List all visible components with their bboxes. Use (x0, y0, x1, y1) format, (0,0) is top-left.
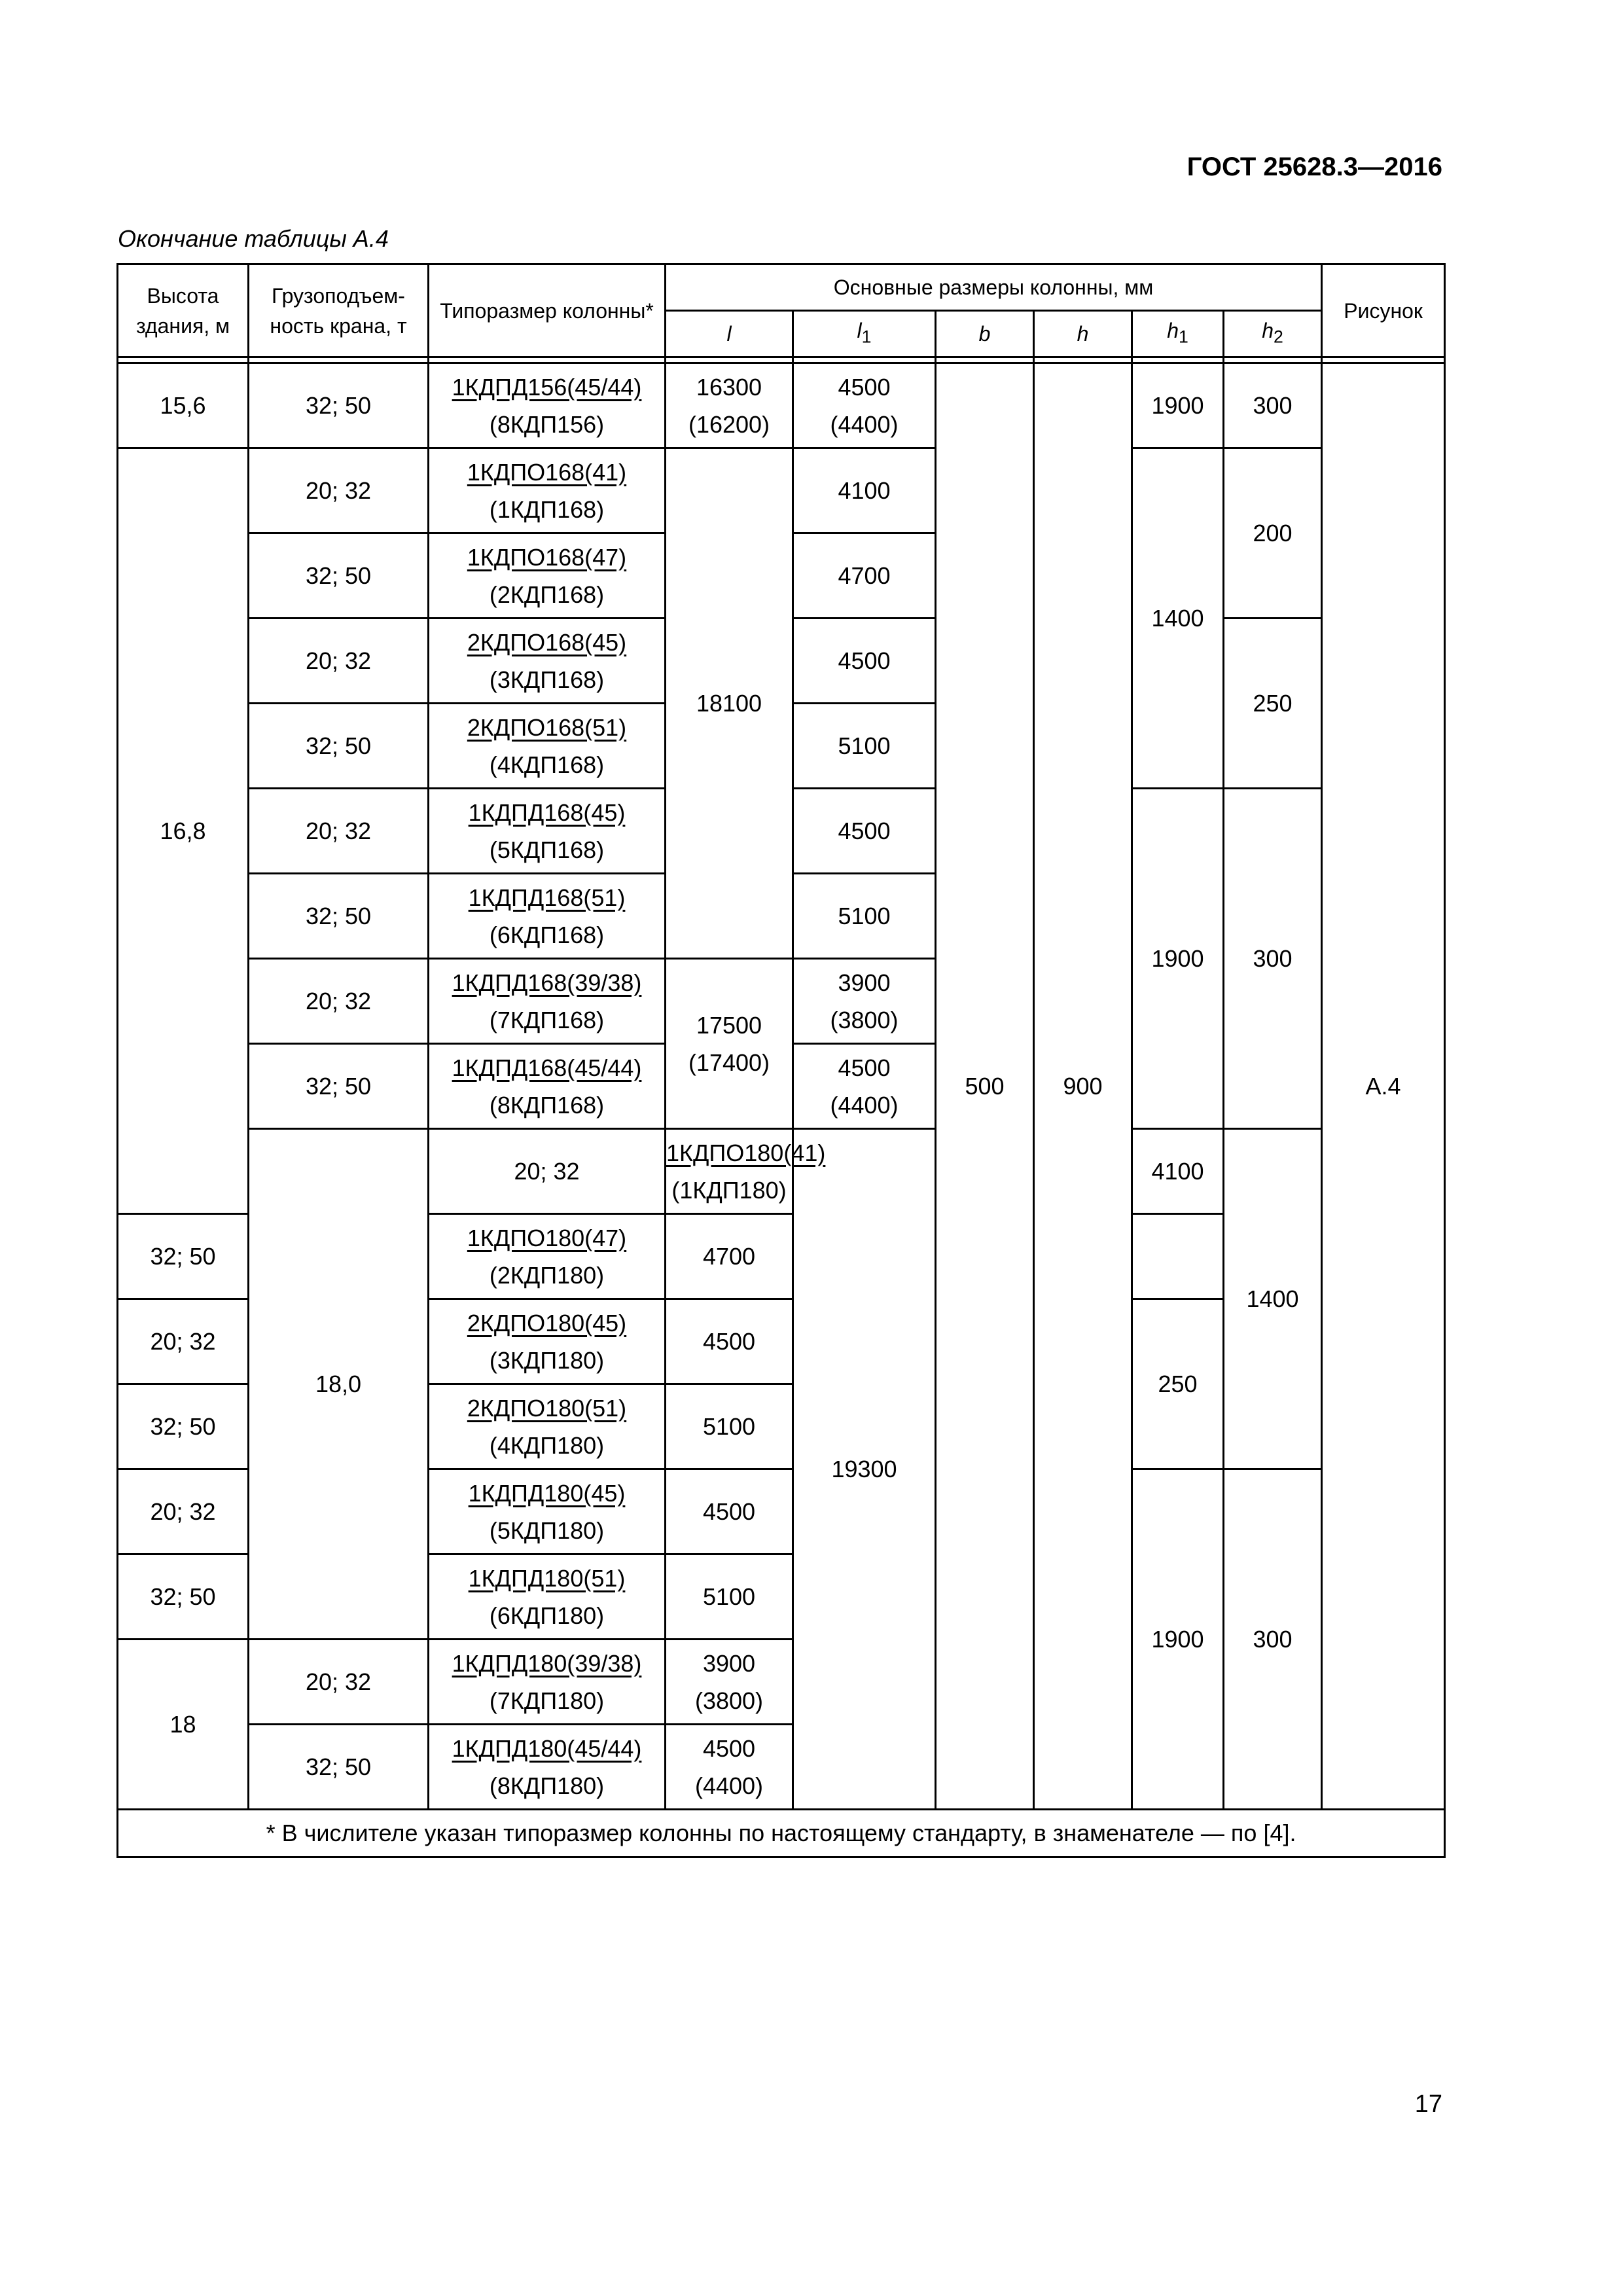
column-type-cell (429, 1044, 666, 1129)
l1-value-alt: (4400) (830, 410, 899, 438)
l-value: 18100 (696, 690, 762, 717)
l1-cell (793, 874, 936, 959)
crane-capacity-cell: 20; 32 (118, 1469, 249, 1554)
column-type-denominator: (6КДП180) (489, 1602, 605, 1629)
column-type-cell (429, 1554, 666, 1640)
l1-value: 5100 (702, 1583, 756, 1610)
table-caption: Окончание таблицы А.4 (118, 225, 389, 252)
column-type-cell (429, 704, 666, 789)
l-value: 19300 (831, 1456, 897, 1482)
column-type-cell (429, 448, 666, 533)
l1-cell (793, 619, 936, 704)
column-type-cell (429, 1214, 666, 1299)
l1-cell (793, 959, 936, 1044)
column-type-numerator: 1КДПД168(45) (468, 798, 626, 826)
header-h1-base: h (1167, 318, 1179, 342)
column-type-denominator: (5КДП180) (489, 1516, 605, 1544)
l1-value-alt: (4400) (694, 1772, 764, 1799)
crane-capacity-cell: 32; 50 (118, 1554, 249, 1640)
header-h: h (1034, 311, 1132, 357)
header-h2-subscript: 2 (1274, 327, 1283, 347)
crane-capacity-cell: 20; 32 (249, 448, 429, 533)
column-type-numerator: 1КДПО180(41) (666, 1139, 826, 1166)
column-type-denominator: (3КДП168) (489, 666, 605, 693)
h2-cell: 250 (1132, 1299, 1224, 1469)
column-type-denominator: (8КДП180) (489, 1772, 605, 1799)
column-type-denominator: (4КДП180) (489, 1431, 605, 1459)
l-value: 17500 (696, 1011, 762, 1039)
l1-cell (793, 1044, 936, 1129)
column-type-numerator: 1КДПД168(45/44) (452, 1054, 642, 1081)
l1-cell (666, 1640, 793, 1725)
l1-cell (793, 704, 936, 789)
l1-value: 4100 (838, 477, 891, 504)
column-type-numerator: 2КДПО180(51) (467, 1394, 627, 1422)
column-type-numerator: 1КДПО168(47) (467, 543, 627, 571)
header-l1-base: l (857, 318, 862, 342)
l1-cell (666, 1384, 793, 1469)
header-separator-cell (1034, 357, 1132, 363)
column-type-numerator: 2КДПО168(45) (467, 628, 627, 656)
crane-capacity-cell: 32; 50 (118, 1214, 249, 1299)
l-cell (793, 1129, 936, 1810)
l1-value: 4500 (702, 1498, 756, 1525)
column-type-cell (429, 789, 666, 874)
column-type-numerator: 1КДПО180(47) (467, 1224, 627, 1251)
header-column-type: Типоразмер колонны* (429, 264, 666, 357)
crane-capacity-cell: 32; 50 (118, 1384, 249, 1469)
column-type-numerator: 2КДПО180(45) (467, 1309, 627, 1336)
h1-cell: 1900 (1132, 1469, 1224, 1810)
column-type-denominator: (1КДП180) (671, 1176, 787, 1204)
crane-capacity-cell: 20; 32 (429, 1129, 666, 1214)
l1-value: 4700 (838, 562, 891, 589)
column-type-denominator: (3КДП180) (489, 1346, 605, 1374)
page-number: 17 (1414, 2090, 1442, 2118)
b-cell: 500 (936, 363, 1034, 1810)
l1-value: 3900 (838, 969, 891, 996)
header-h2 (1224, 311, 1322, 357)
column-type-cell (429, 1725, 666, 1810)
l1-value: 4500 (838, 647, 891, 674)
column-type-numerator: 1КДПД156(45/44) (452, 373, 642, 401)
header-separator-cell (666, 357, 793, 363)
column-type-numerator: 1КДПД180(51) (468, 1564, 626, 1592)
column-type-numerator: 1КДПД180(45/44) (452, 1734, 642, 1762)
l1-cell (1132, 1129, 1224, 1214)
column-type-denominator: (2КДП180) (489, 1261, 605, 1289)
column-type-numerator: 2КДПО168(51) (467, 713, 627, 741)
column-type-numerator: 1КДПО168(41) (467, 458, 627, 486)
column-type-denominator: (6КДП168) (489, 921, 605, 948)
dimensions-table (116, 263, 1446, 1858)
l1-value-alt: (3800) (694, 1687, 764, 1714)
h-cell: 900 (1034, 363, 1132, 1810)
l1-value: 4500 (838, 1054, 891, 1081)
l1-cell (666, 1725, 793, 1810)
l1-value: 4500 (702, 1328, 756, 1355)
crane-capacity-cell: 20; 32 (118, 1299, 249, 1384)
crane-capacity-cell: 20; 32 (249, 959, 429, 1044)
building-height-cell: 16,8 (118, 448, 249, 1214)
column-type-denominator: (7КДП168) (489, 1006, 605, 1033)
column-type-cell (429, 874, 666, 959)
column-type-denominator: (4КДП168) (489, 751, 605, 778)
crane-capacity-cell: 32; 50 (249, 1725, 429, 1810)
l1-cell (666, 1554, 793, 1640)
column-type-cell (429, 1469, 666, 1554)
header-h1-subscript: 1 (1178, 327, 1188, 347)
l1-value: 4700 (702, 1243, 756, 1270)
header-building-height: Высота здания, м (118, 264, 249, 357)
header-b: b (936, 311, 1034, 357)
l1-cell (793, 448, 936, 533)
header-separator-cell (936, 357, 1034, 363)
h2-cell: 300 (1224, 1469, 1322, 1810)
l1-cell (793, 789, 936, 874)
header-separator-cell (118, 357, 249, 363)
building-height-cell: 18 (118, 1640, 249, 1810)
h1-cell: 1900 (1132, 363, 1224, 448)
l1-value: 3900 (702, 1649, 756, 1677)
header-separator-cell (1224, 357, 1322, 363)
table-footnote: * В числителе указан типоразмер колонны по настоящему стандарту, в знаменателе — по [4]. (118, 1810, 1445, 1857)
header-l1 (793, 311, 936, 357)
l1-cell (793, 533, 936, 619)
building-height-cell: 18,0 (249, 1129, 429, 1640)
column-type-denominator: (8КДП156) (489, 410, 605, 438)
building-height-cell: 15,6 (118, 363, 249, 448)
l1-value-alt: (3800) (830, 1006, 899, 1033)
header-separator-cell (1132, 357, 1224, 363)
crane-capacity-cell: 32; 50 (249, 874, 429, 959)
header-main-dimensions: Основные размеры колонны, мм (666, 264, 1322, 311)
header-l: l (666, 311, 793, 357)
column-type-cell (429, 619, 666, 704)
l1-value: 4500 (838, 373, 891, 401)
column-type-cell (429, 1299, 666, 1384)
column-type-numerator: 1КДПД180(45) (468, 1479, 626, 1507)
l1-value: 5100 (838, 732, 891, 759)
header-separator-cell (249, 357, 429, 363)
header-separator-cell (793, 357, 936, 363)
column-type-denominator: (8КДП168) (489, 1091, 605, 1119)
column-type-numerator: 1КДПД168(51) (468, 884, 626, 911)
table-row (118, 1129, 1445, 1214)
h2-cell: 300 (1224, 789, 1322, 1129)
table-row (118, 363, 1445, 448)
column-type-denominator: (5КДП168) (489, 836, 605, 863)
l1-value: 5100 (702, 1413, 756, 1440)
l1-value: 4500 (838, 817, 891, 844)
header-h1 (1132, 311, 1224, 357)
column-type-denominator: (1КДП168) (489, 495, 605, 523)
h2-cell: 200 (1224, 448, 1322, 619)
h1-cell: 1400 (1224, 1129, 1322, 1469)
header-separator-cell (429, 357, 666, 363)
crane-capacity-cell: 32; 50 (249, 704, 429, 789)
table-row (118, 448, 1445, 533)
crane-capacity-cell: 32; 50 (249, 363, 429, 448)
column-type-cell (429, 533, 666, 619)
column-type-cell (429, 363, 666, 448)
crane-capacity-cell: 20; 32 (249, 1640, 429, 1725)
crane-capacity-cell: 20; 32 (249, 789, 429, 874)
l-cell (666, 448, 793, 959)
l-value-alt: (16200) (688, 410, 770, 438)
header-separator-cell (1322, 357, 1445, 363)
column-type-cell (429, 1640, 666, 1725)
l1-value: 5100 (838, 903, 891, 929)
crane-capacity-cell: 32; 50 (249, 1044, 429, 1129)
crane-capacity-cell: 32; 50 (249, 533, 429, 619)
l1-cell (666, 1214, 793, 1299)
column-type-numerator: 1КДПД180(39/38) (452, 1649, 642, 1677)
column-type-denominator: (2КДП168) (489, 581, 605, 608)
figure-cell: А.4 (1322, 363, 1445, 1810)
h1-cell: 1400 (1132, 448, 1224, 789)
column-type-denominator: (7КДП180) (489, 1687, 605, 1714)
h2-cell: 300 (1224, 363, 1322, 448)
header-l1-subscript: 1 (861, 327, 872, 347)
crane-capacity-cell: 20; 32 (249, 619, 429, 704)
l-value-alt: (17400) (688, 1049, 770, 1076)
l-cell (666, 959, 793, 1129)
l1-value: 4500 (702, 1734, 756, 1762)
standard-designation: ГОСТ 25628.3—2016 (1186, 152, 1442, 181)
l-cell (666, 363, 793, 448)
l-value: 16300 (696, 373, 762, 401)
l1-cell (666, 1299, 793, 1384)
header-figure: Рисунок (1322, 264, 1445, 357)
h2-cell: 250 (1224, 619, 1322, 789)
column-type-cell (429, 959, 666, 1044)
header-crane-capacity: Грузоподъем-ность крана, т (249, 264, 429, 357)
h1-cell: 1900 (1132, 789, 1224, 1129)
header-h2-base: h (1262, 318, 1274, 342)
column-type-cell (429, 1384, 666, 1469)
l1-cell (793, 363, 936, 448)
l1-cell (666, 1469, 793, 1554)
column-type-cell (666, 1129, 826, 1214)
l1-value-alt: (4400) (830, 1091, 899, 1119)
l1-value: 4100 (1151, 1158, 1204, 1185)
column-type-numerator: 1КДПД168(39/38) (452, 969, 642, 996)
